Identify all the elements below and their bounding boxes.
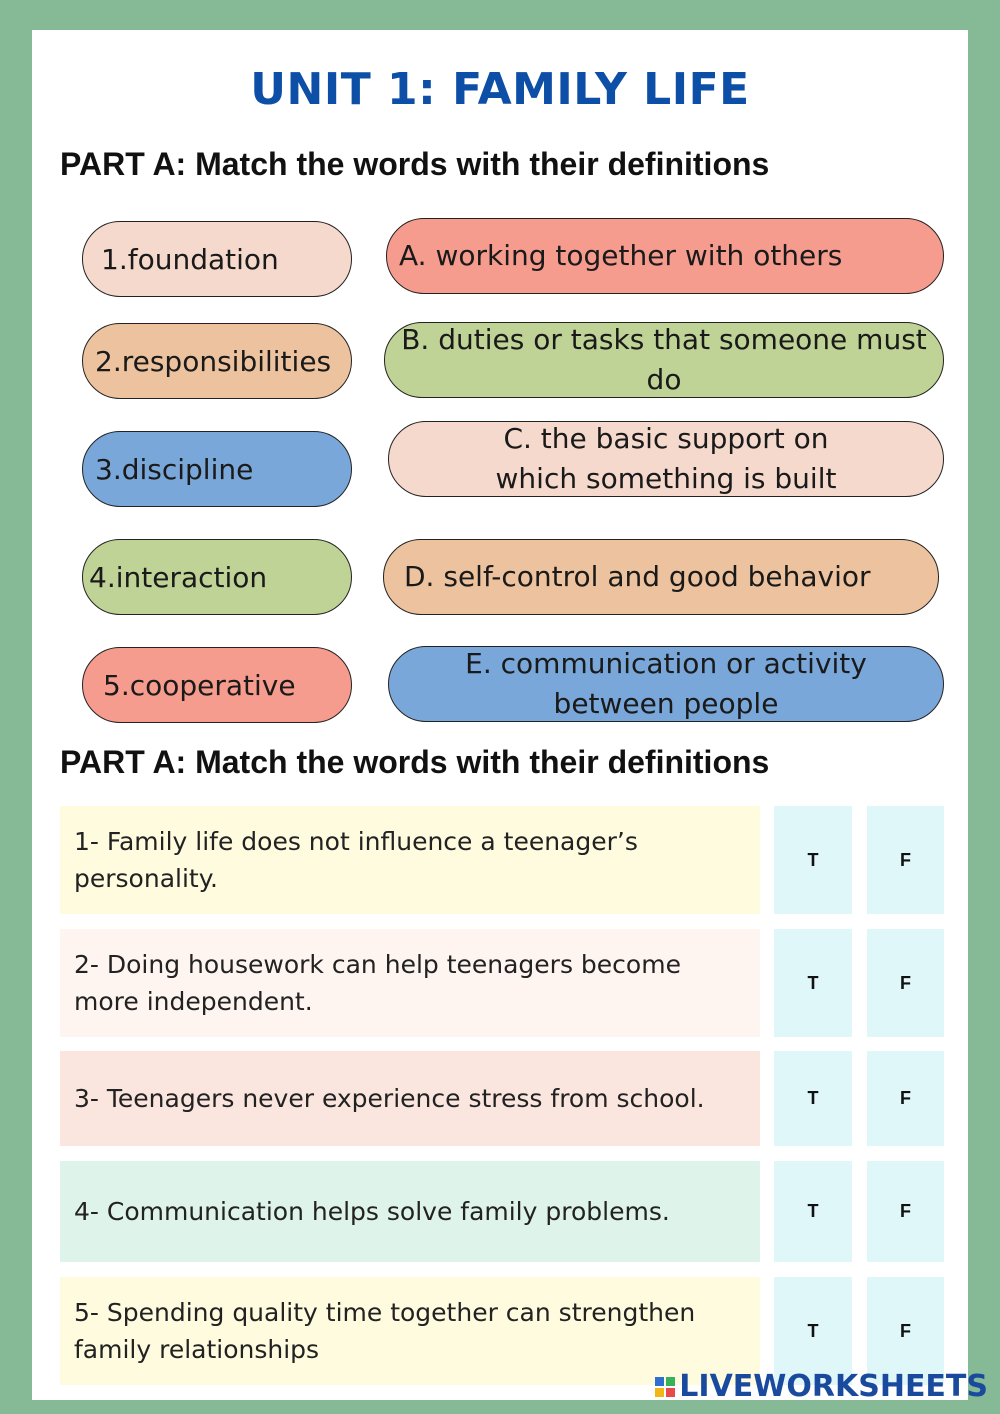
false-option-2[interactable]: F bbox=[867, 929, 944, 1037]
brand-grid-icon bbox=[655, 1377, 675, 1397]
true-option-1[interactable]: T bbox=[774, 806, 852, 914]
statement-4: 4- Communication helps solve family problems. bbox=[60, 1161, 760, 1262]
word-cooperative[interactable]: 5.cooperative bbox=[82, 647, 352, 723]
true-option-5[interactable]: T bbox=[774, 1277, 852, 1385]
word-interaction[interactable]: 4.interaction bbox=[82, 539, 352, 615]
word-discipline[interactable]: 3.discipline bbox=[82, 431, 352, 507]
true-option-2[interactable]: T bbox=[774, 929, 852, 1037]
part-a-heading: PART A: Match the words with their definitions bbox=[60, 146, 770, 182]
word-responsibilities[interactable]: 2.responsibilities bbox=[82, 323, 352, 399]
false-option-4[interactable]: F bbox=[867, 1161, 944, 1262]
definition-a[interactable]: A. working together with others bbox=[386, 218, 944, 294]
definition-e[interactable]: E. communication or activity between people bbox=[388, 646, 944, 722]
false-option-3[interactable]: F bbox=[867, 1051, 944, 1146]
part-b-heading: PART A: Match the words with their definitions bbox=[60, 744, 770, 780]
true-option-4[interactable]: T bbox=[774, 1161, 852, 1262]
true-option-3[interactable]: T bbox=[774, 1051, 852, 1146]
false-option-1[interactable]: F bbox=[867, 806, 944, 914]
word-foundation[interactable]: 1.foundation bbox=[82, 221, 352, 297]
page-title: UNIT 1: FAMILY LIFE bbox=[250, 64, 750, 115]
statement-1: 1- Family life does not influence a teenager’s personality. bbox=[60, 806, 760, 914]
liveworksheets-logo[interactable] bbox=[655, 1369, 988, 1404]
false-option-5[interactable]: F bbox=[867, 1277, 944, 1385]
statement-2: 2- Doing housework can help teenagers become more independent. bbox=[60, 929, 760, 1037]
brand-name: LIVEWORKSHEETS bbox=[679, 1369, 988, 1404]
statement-5: 5- Spending quality time together can strengthen family relationships bbox=[60, 1277, 760, 1385]
definition-b[interactable]: B. duties or tasks that someone must do bbox=[384, 322, 944, 398]
definition-d[interactable]: D. self-control and good behavior bbox=[383, 539, 939, 615]
statement-3: 3- Teenagers never experience stress from school. bbox=[60, 1051, 760, 1146]
definition-c[interactable]: C. the basic support on which something is built bbox=[388, 421, 944, 497]
